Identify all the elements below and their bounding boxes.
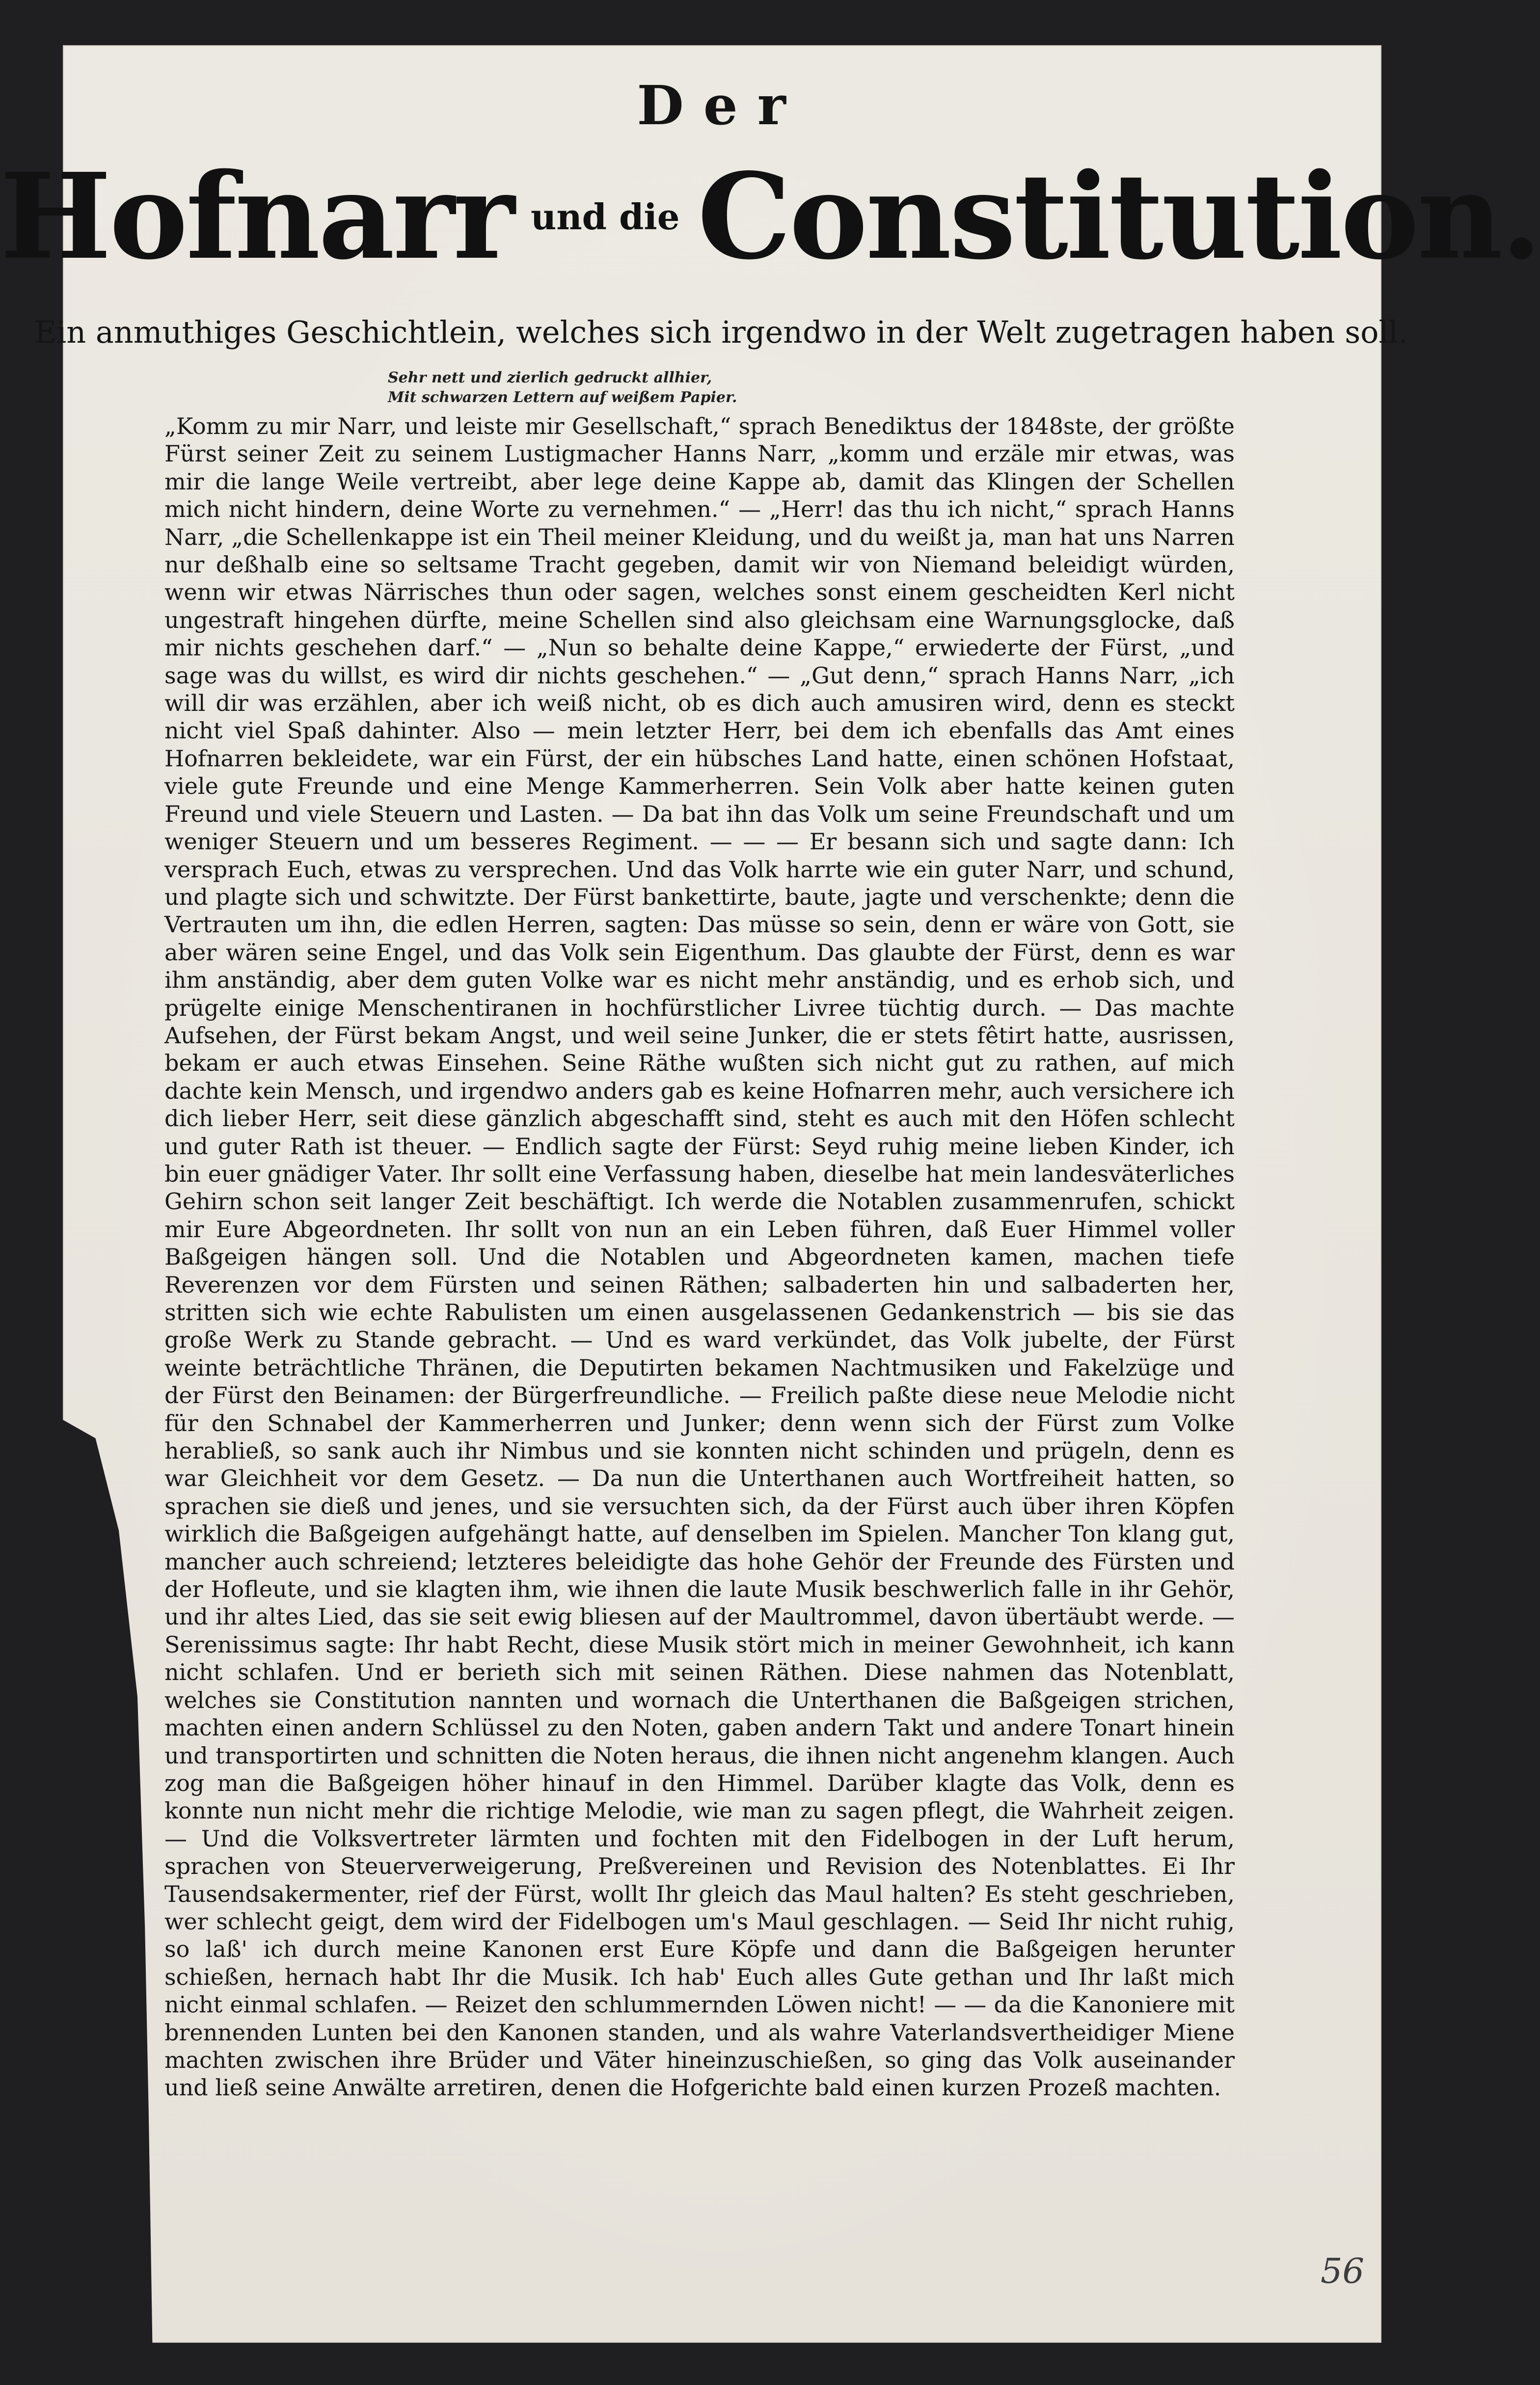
document-subtitle: Ein anmuthiges Geschichtlein, welches sich irgendwo in der Welt zugetragen haben soll.	[34, 314, 1408, 350]
title-word-constitution: Constitution.	[697, 147, 1540, 286]
page-number: 56	[1321, 2251, 1365, 2291]
title-conjunction: und die	[530, 195, 680, 238]
torn-edge	[63, 1420, 156, 2343]
title-word-hofnarr: Hofnarr	[0, 147, 513, 286]
imprint-line-2: Mit schwarzen Lettern auf weißem Papier.	[388, 389, 737, 406]
body-text: „Komm zu mir Narr, und leiste mir Gesellschaft,“ sprach Benediktus der 1848ste, der größte Fürst seiner Zeit zu seinem Lustigmacher Hanns Narr, „komm und erzäle mir etwas, was mir die lange Weile vertreibt, aber lege deine Kappe ab, damit das Klingen der Schellen mich nicht hindern, deine Worte zu vernehmen.“ — „Herr! das thu ich nicht,“ sprach Hanns Narr, „die Schellenkappe ist ein Theil meiner Kleidung, und du weißt ja, man hat uns Narren nur deßhalb eine so seltsame Tracht gegeben, damit wir von Niemand beleidigt würden, wenn wir etwas Närrisches thun oder sagen, welches sonst einem gescheidten Kerl nicht ungestraft hingehen dürfte, meine Schellen sind also gleichsam eine Warnungsglocke, daß mir nichts geschehen darf.“ — „Nun so behalte deine Kappe,“ erwiederte der Fürst, „und sage was du willst, es wird dir nichts geschehen.“ — „Gut denn,“ sprach Hanns Narr, „ich will dir was erzählen, aber ich weiß nicht, ob es dich auch amusiren wird, denn es steckt nicht viel Spaß dahinter. Also — mein letzter Herr, bei dem ich ebenfalls das Amt eines Hofnarren bekleidete, war ein Fürst, der ein hübsches Land hatte, einen schönen Hofstaat, viele gute Freunde und eine Menge Kammerherren. Sein Volk aber hatte keinen guten Freund und viele Steuern und Lasten. — Da bat ihn das Volk um seine Freundschaft und um weniger Steuern und um besseres Regiment. — — — Er besann sich und sagte dann: Ich versprach Euch, etwas zu versprechen. Und das Volk harrte wie ein guter Narr, und schund, und plagte sich und schwitzte. Der Fürst bankettirte, baute, jagte und verschenkte; denn die Vertrauten um ihn, die edlen Herren, sagten: Das müsse so sein, denn er wäre von Gott, sie aber wären seine Engel, und das Volk sein Eigenthum. Das glaubte der Fürst, denn es war ihm anständig, aber dem guten Volke war es nicht mehr anständig, und es erhob sich, und prügelte einige Menschentiranen in hochfürstlicher Livree tüchtig durch. — Das machte Aufsehen, der Fürst bekam Angst, und weil seine Junker, die er stets fêtirt hatte, ausrissen, bekam er auch etwas Einsehen. Seine Räthe wußten sich nicht gut zu rathen, auf mich dachte kein Mensch, und irgendwo anders gab es keine Hofnarren mehr, auch versichere ich dich lieber Herr, seit diese gänzlich abgeschafft sind, steht es auch mit den Höfen schlecht und guter Rath ist theuer. — Endlich sagte der Fürst: Seyd ruhig meine lieben Kinder, ich bin euer gnädiger Vater. Ihr sollt eine Verfassung haben, dieselbe hat mein landesväterliches Gehirn schon seit langer Zeit beschäftigt. Ich werde die Notablen zusammenrufen, schickt mir Eure Abgeordneten. Ihr sollt von nun an ein Leben führen, daß Euer Himmel voller Baßgeigen hängen soll. Und die Notablen und Abgeordneten kamen, machen tiefe Reverenzen vor dem Fürsten und seinen Räthen; salbaderten hin und salbaderten her, stritten sich wie echte Rabulisten um einen ausgelassenen Gedankenstrich — bis sie das große Werk zu Stande gebracht. — Und es ward verkündet, das Volk jubelte, der Fürst weinte beträchtliche Thränen, die Deputirten bekamen Nachtmusiken und Fakelzüge und der Fürst den Beinamen: der Bürgerfreundliche. — Freilich paßte diese neue Melodie nicht für den Schnabel der Kammerherren und Junker; denn wenn sich der Fürst zum Volke herabließ, so sank auch ihr Nimbus und sie konnten nicht schinden und prügeln, denn es war Gleichheit vor dem Gesetz. — Da nun die Unterthanen auch Wortfreiheit hatten, so sprachen sie dieß und jenes, und sie versuchten sich, da der Fürst auch über ihren Köpfen wirklich die Baßgeigen aufgehängt hatte, auf denselben im Spielen. Mancher Ton klang gut, mancher auch schreiend; letzteres beleidigte das hohe Gehör der Freunde des Fürsten und der Hofleute, und sie klagten ihm, wie ihnen die laute Musik beschwerlich falle in ihr Gehör, und ihr altes Lied, das sie seit ewig bliesen auf der Maultrommel, davon übertäubt werde. — Serenissimus sagte: Ihr habt Recht, diese Musik stört mich in meiner Gewohnheit, ich kann nicht schlafen. Und er berieth sich mit seinen Räthen. Diese nahmen das Notenblatt, welches sie Constitution nannten und wornach die Unterthanen die Baßgeigen strichen, machten einen andern Schlüssel zu den Noten, gaben andern Takt und andere Tonart hinein und transportirten und schnitten die Noten heraus, die ihnen nicht angenehm klangen. Auch zog man die Baßgeigen höher hinauf in den Himmel. Darüber klagte das Volk, denn es konnte nun nicht mehr die richtige Melodie, wie man zu sagen pflegt, die Wahrheit zeigen. — Und die Volksvertreter lärmten und fochten mit den Fidelbogen in der Luft herum, sprachen von Steuerverweigerung, Preßvereinen und Revision des Notenblattes. Ei Ihr Tausendsakermenter, rief der Fürst, wollt Ihr gleich das Maul halten? Es steht geschrieben, wer schlecht geigt, dem wird der Fidelbogen um's Maul geschlagen. — Seid Ihr nicht ruhig, so laß' ich durch meine Kanonen erst Eure Köpfe und dann die Baßgeigen herunter schießen, hernach habt Ihr die Musik. Ich hab' Euch alles Gute gethan und Ihr laßt mich nicht einmal schlafen. — Reizet den schlummernden Löwen nicht! — — da die Kanoniere mit brennenden Lunten bei den Kanonen standen, und als wahre Vaterlandsvertheidiger Miene machten zwischen ihre Brüder und Väter hineinzuschießen, so ging das Volk auseinander und ließ seine Anwälte arretiren, denen die Hofgerichte bald einen kurzen Prozeß machten.	[164, 413, 1235, 2101]
title-article: Der	[637, 74, 806, 137]
imprint-line-1: Sehr nett und zierlich gedruckt allhier,	[388, 369, 712, 386]
imprint-note	[388, 368, 737, 407]
document-title	[0, 147, 1540, 286]
